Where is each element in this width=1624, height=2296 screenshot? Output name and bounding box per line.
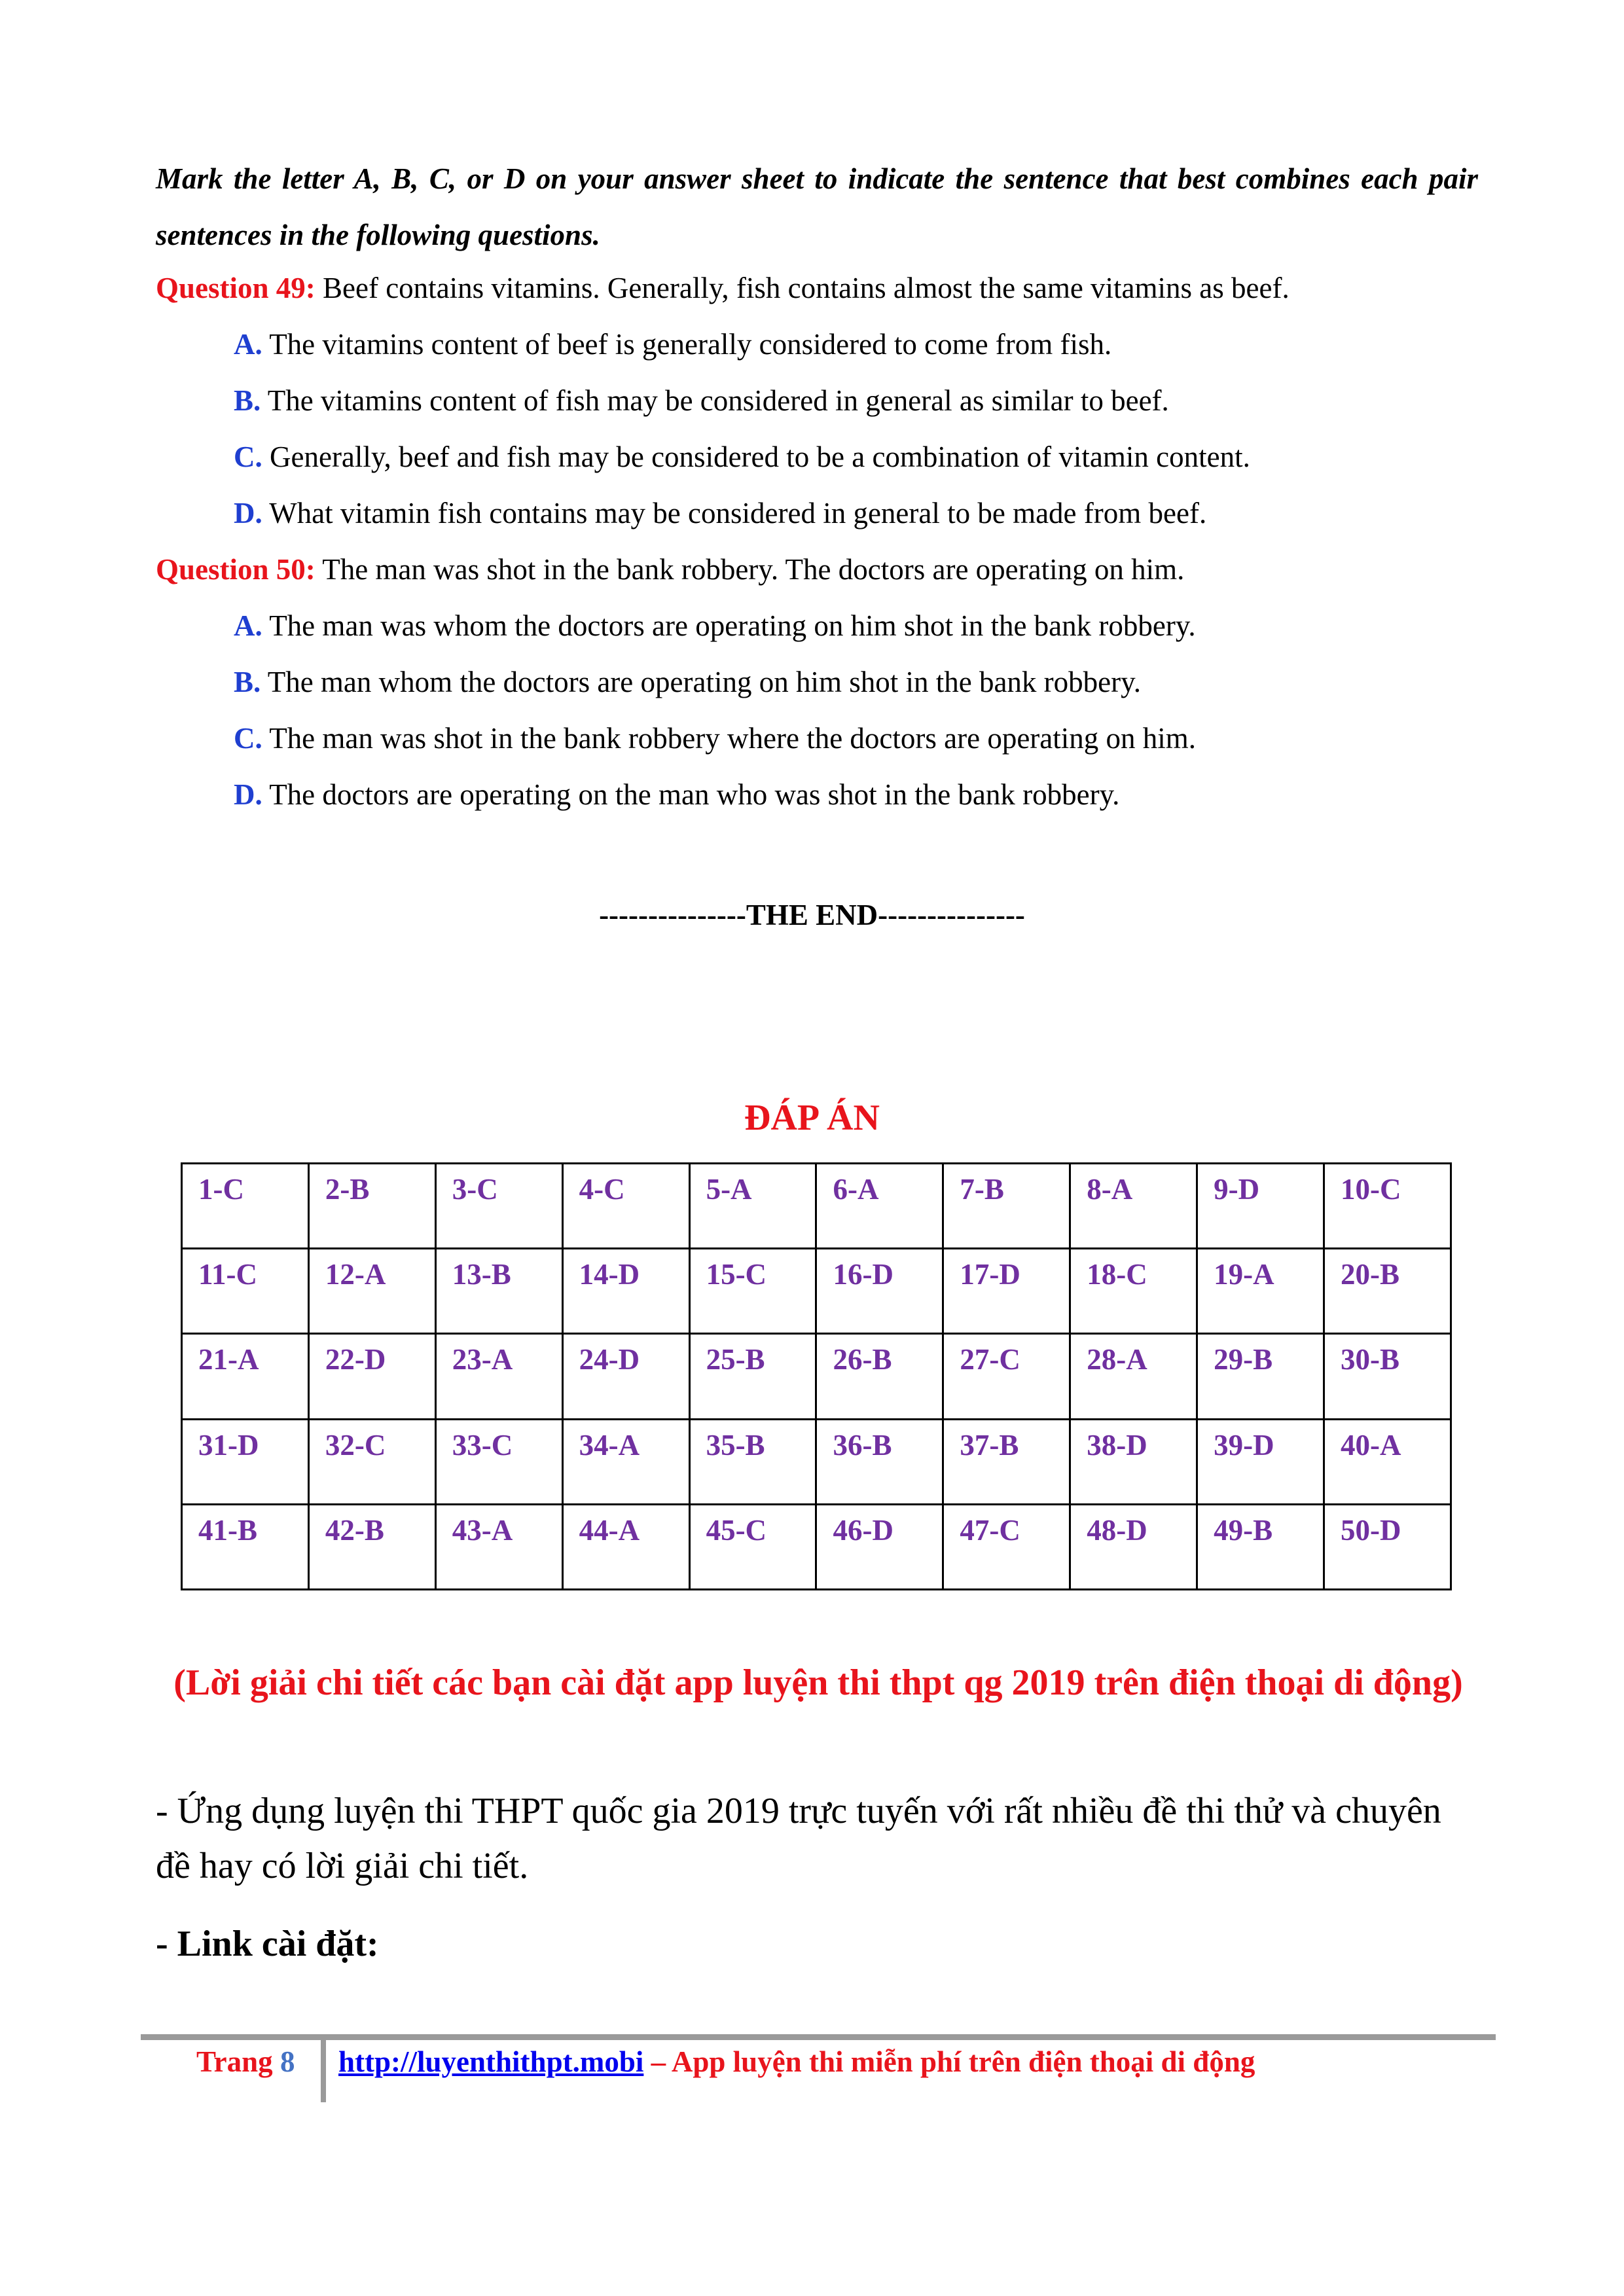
- option-letter: C.: [234, 722, 262, 755]
- footer-url-link[interactable]: http://luyenthithpt.mobi: [338, 2045, 644, 2078]
- answer-cell: 36-B: [816, 1419, 943, 1504]
- answer-cell: 26-B: [816, 1334, 943, 1419]
- answer-cell: 30-B: [1324, 1334, 1451, 1419]
- answer-cell: 8-A: [1070, 1164, 1197, 1249]
- option-letter: B.: [234, 666, 261, 698]
- answer-cell: 17-D: [943, 1249, 1070, 1334]
- answer-cell: 10-C: [1324, 1164, 1451, 1249]
- option-text: The man whom the doctors are operating on him shot in the bank robbery.: [267, 666, 1141, 698]
- option-letter: A.: [234, 609, 262, 642]
- answer-cell: 7-B: [943, 1164, 1070, 1249]
- the-end-marker: ---------------THE END---------------: [599, 899, 1025, 931]
- answer-cell: 33-C: [435, 1419, 562, 1504]
- option-text: The doctors are operating on the man who was shot in the bank robbery.: [269, 778, 1120, 811]
- option-letter: D.: [234, 778, 262, 811]
- option-text: Generally, beef and fish may be considered to be a combination of vitamin content.: [270, 440, 1250, 473]
- answer-cell: 16-D: [816, 1249, 943, 1334]
- footer-page-number: [196, 2042, 295, 2081]
- answer-cell: 14-D: [562, 1249, 689, 1334]
- answer-cell: 5-A: [689, 1164, 816, 1249]
- question-49-option-d: [234, 493, 1206, 533]
- question-49: [156, 268, 1290, 308]
- option-text: The man was whom the doctors are operating on him shot in the bank robbery.: [269, 609, 1196, 642]
- question-label: Question 49:: [156, 272, 316, 304]
- app-description: - Ứng dụng luyện thi THPT quốc gia 2019 trực tuyến với rất nhiều đề thi thử và chuyên đề hay có lời giải chi tiết.: [156, 1791, 1441, 1886]
- footer-tagline: – App luyện thi miễn phí trên điện thoại di động: [643, 2045, 1255, 2078]
- answer-cell: 9-D: [1197, 1164, 1324, 1249]
- answer-cell: 24-D: [562, 1334, 689, 1419]
- instructions: Mark the letter A, B, C, or D on your answer sheet to indicate the sentence that best combines each pair sentences in the following questions.: [156, 162, 1478, 251]
- answer-cell: 1-C: [182, 1164, 309, 1249]
- answer-cell: 2-B: [308, 1164, 435, 1249]
- answer-cell: 15-C: [689, 1249, 816, 1334]
- answer-cell: 4-C: [562, 1164, 689, 1249]
- answer-cell: 28-A: [1070, 1334, 1197, 1419]
- answer-cell: 50-D: [1324, 1504, 1451, 1589]
- answer-key-table: [181, 1162, 1452, 1590]
- question-50-option-b: [234, 662, 1141, 702]
- answer-row: [182, 1334, 1451, 1419]
- option-text: What vitamin fish contains may be considered in general to be made from beef.: [269, 497, 1207, 529]
- answer-cell: 40-A: [1324, 1419, 1451, 1504]
- answer-cell: 44-A: [562, 1504, 689, 1589]
- question-50-option-d: [234, 775, 1119, 814]
- option-letter: A.: [234, 328, 262, 361]
- answer-cell: 38-D: [1070, 1419, 1197, 1504]
- question-49-option-c: [234, 437, 1250, 476]
- answer-cell: 6-A: [816, 1164, 943, 1249]
- question-text: Beef contains vitamins. Generally, fish contains almost the same vitamins as beef.: [323, 272, 1290, 304]
- question-49-option-b: [234, 381, 1169, 420]
- answer-row: [182, 1164, 1451, 1249]
- answer-cell: 32-C: [308, 1419, 435, 1504]
- install-link-label: - Link cài đặt:: [156, 1924, 379, 1964]
- question-50-option-c: [234, 719, 1196, 758]
- answer-cell: 49-B: [1197, 1504, 1324, 1589]
- answer-cell: 13-B: [435, 1249, 562, 1334]
- answer-cell: 27-C: [943, 1334, 1070, 1419]
- option-letter: B.: [234, 384, 261, 417]
- answer-cell: 25-B: [689, 1334, 816, 1419]
- question-50: [156, 550, 1184, 589]
- question-label: Question 50:: [156, 553, 316, 586]
- question-49-option-a: [234, 325, 1111, 364]
- footer-text: [338, 2042, 1255, 2081]
- answer-cell: 48-D: [1070, 1504, 1197, 1589]
- answer-cell: 41-B: [182, 1504, 309, 1589]
- option-letter: C.: [234, 440, 262, 473]
- answer-cell: 31-D: [182, 1419, 309, 1504]
- answer-cell: 34-A: [562, 1419, 689, 1504]
- option-letter: D.: [234, 497, 262, 529]
- page-number: 8: [280, 2045, 295, 2078]
- answer-row: [182, 1504, 1451, 1589]
- answer-cell: 19-A: [1197, 1249, 1324, 1334]
- answer-cell: 42-B: [308, 1504, 435, 1589]
- answer-cell: 46-D: [816, 1504, 943, 1589]
- answer-cell: 20-B: [1324, 1249, 1451, 1334]
- answer-row: [182, 1249, 1451, 1334]
- answer-cell: 45-C: [689, 1504, 816, 1589]
- answer-cell: 39-D: [1197, 1419, 1324, 1504]
- question-50-option-a: [234, 606, 1196, 645]
- question-text: The man was shot in the bank robbery. The doctors are operating on him.: [322, 553, 1185, 586]
- answer-cell: 18-C: [1070, 1249, 1197, 1334]
- answer-cell: 3-C: [435, 1164, 562, 1249]
- option-text: The vitamins content of fish may be considered in general as similar to beef.: [267, 384, 1169, 417]
- answer-cell: 21-A: [182, 1334, 309, 1419]
- answer-cell: 22-D: [308, 1334, 435, 1419]
- answer-cell: 12-A: [308, 1249, 435, 1334]
- answer-cell: 35-B: [689, 1419, 816, 1504]
- option-text: The vitamins content of beef is generally considered to come from fish.: [269, 328, 1112, 361]
- answer-key-title: ĐÁP ÁN: [744, 1098, 880, 1138]
- answer-cell: 23-A: [435, 1334, 562, 1419]
- page-label: Trang: [196, 2045, 273, 2078]
- answer-cell: 29-B: [1197, 1334, 1324, 1419]
- answer-cell: 37-B: [943, 1419, 1070, 1504]
- answer-cell: 47-C: [943, 1504, 1070, 1589]
- answer-cell: 11-C: [182, 1249, 309, 1334]
- answer-row: [182, 1419, 1451, 1504]
- option-text: The man was shot in the bank robbery where the doctors are operating on him.: [269, 722, 1197, 755]
- solution-note: (Lời giải chi tiết các bạn cài đặt app luyện thi thpt qg 2019 trên điện thoại di động): [173, 1662, 1463, 1703]
- answer-cell: 43-A: [435, 1504, 562, 1589]
- footer-separator: [321, 2040, 326, 2102]
- footer-divider: [141, 2034, 1496, 2040]
